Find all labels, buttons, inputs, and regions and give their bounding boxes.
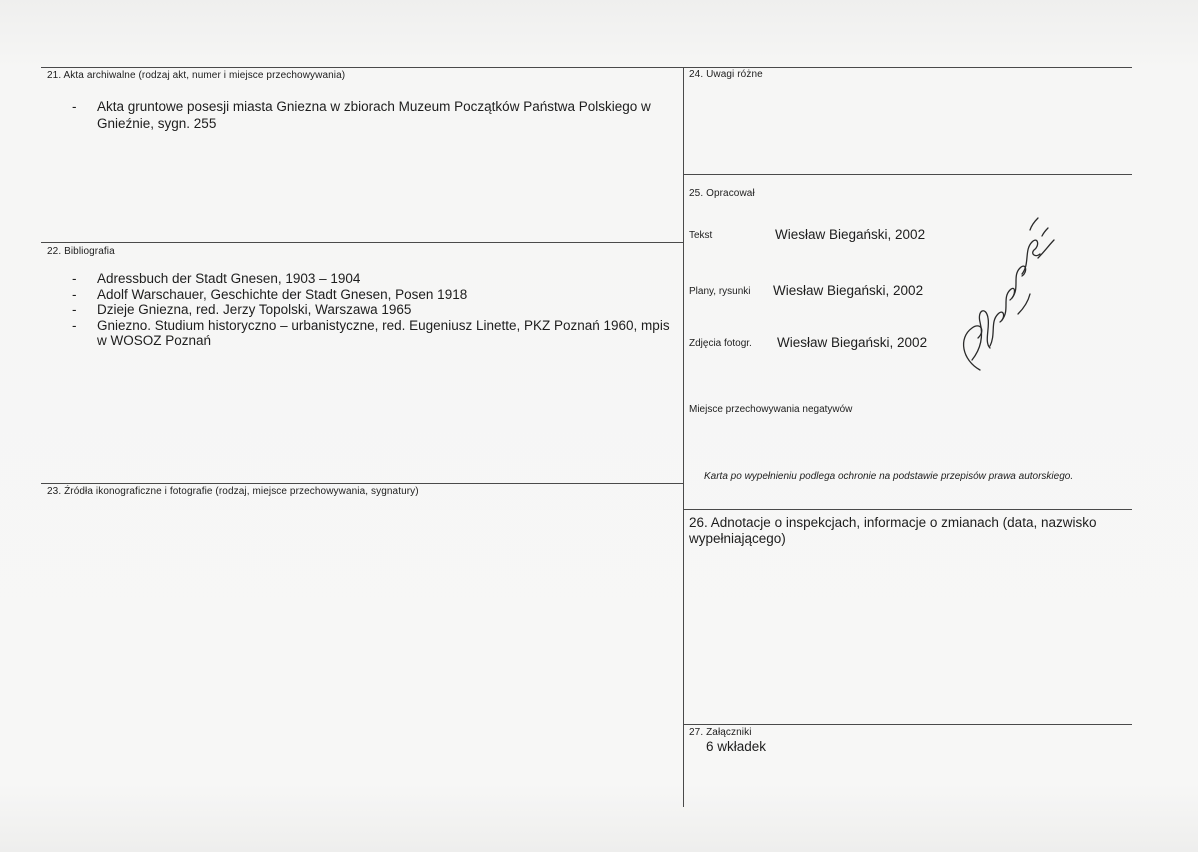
top-rule <box>41 67 1132 68</box>
rule-s27 <box>683 724 1132 725</box>
list-item: - Adolf Warschauer, Geschichte der Stadt Gnesen, Posen 1918 <box>70 287 682 303</box>
authorship-value-text: Wiesław Biegański, 2002 <box>775 227 926 242</box>
section-25-title: 25. Opracował <box>689 188 755 199</box>
authorship-label-photos: Zdjęcia fotogr. <box>689 338 752 349</box>
negatives-location-label: Miejsce przechowywania negatywów <box>689 404 853 415</box>
authorship-label-plans: Plany, rysunki <box>689 286 751 297</box>
section-21-title: 21. Akta archiwalne (rodzaj akt, numer i miejsce przechowywania) <box>47 70 346 81</box>
rule-s23 <box>41 483 683 484</box>
authorship-label-text: Tekst <box>689 230 713 241</box>
list-item: - Dzieje Gniezna, red. Jerzy Topolski, Warszawa 1965 <box>70 302 682 318</box>
list-item: - Gniezno. Studium historyczno – urbanistyczne, red. Eugeniusz Linette, PKZ Poznań 1960, mpis w WOSOZ Poznań <box>70 318 682 349</box>
handwritten-signature <box>950 210 1060 380</box>
attachments-value: 6 wkładek <box>706 739 767 754</box>
column-divider <box>683 67 684 807</box>
list-item: - Adressbuch der Stadt Gnesen, 1903 – 1904 <box>70 271 682 287</box>
section-21-list <box>70 98 682 132</box>
section-22-list <box>70 271 682 349</box>
authorship-value-plans: Wiesław Biegański, 2002 <box>773 283 924 298</box>
rule-s25 <box>683 174 1132 175</box>
rule-s22 <box>41 242 683 243</box>
section-26-title: 26. Adnotacje o inspekcjach, informacje o zmianach (data, nazwisko wypełniającego) <box>689 515 1097 546</box>
section-27-title: 27. Załączniki <box>689 727 752 738</box>
section-23-title: 23. Źródła ikonograficzne i fotografie (rodzaj, miejsce przechowywania, sygnatury) <box>47 486 419 497</box>
section-24-title: 24. Uwagi różne <box>689 69 763 80</box>
section-22-title: 22. Bibliografia <box>47 246 115 257</box>
rule-s26 <box>683 509 1132 510</box>
list-item: - Akta gruntowe posesji miasta Gniezna w zbiorach Muzeum Początków Państwa Polskiego w Gnieźnie, sygn. 255 <box>70 98 682 132</box>
copyright-note: Karta po wypełnieniu podlega ochronie na podstawie przepisów prawa autorskiego. <box>704 471 1074 482</box>
authorship-value-photos: Wiesław Biegański, 2002 <box>777 335 928 350</box>
